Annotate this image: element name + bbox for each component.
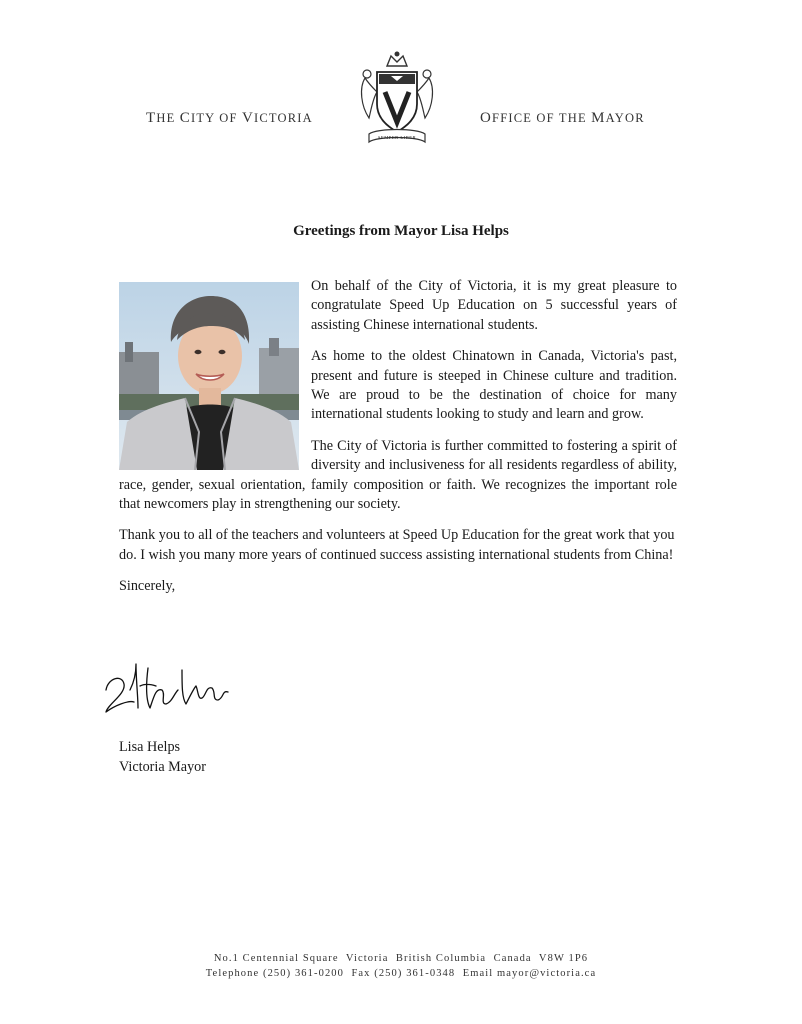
- signer-name: Lisa Helps: [119, 739, 181, 755]
- footer-contact: Telephone (250) 361-0200 Fax (250) 361-0348 Email mayor@victoria.ca: [205, 968, 597, 979]
- city-crest-logo: [351, 48, 443, 150]
- letterhead-city-cap: V: [241, 110, 255, 126]
- paragraph: The City of Victoria is further committed to fostering a spirit of diversity and inclusiveness for all residents regardless of ability, race, gender, sexual orientation, family composition or faith. We recognizes the important role that newcomers play in strengthening our society.: [119, 437, 677, 513]
- letterhead-office-text: FFICE OF THE: [492, 111, 592, 125]
- handwritten-signature: [100, 650, 250, 720]
- signer-title: Victoria Mayor: [119, 758, 207, 775]
- letterhead-office-cap: M: [591, 110, 606, 126]
- closing: Sincerely,: [119, 578, 176, 595]
- letter-body: [119, 277, 677, 609]
- letterhead-city-text: HE: [156, 111, 180, 125]
- paragraph: On behalf of the City of Victoria, it is my great pleasure to congratulate Speed Up Education on 5 successful years of assisting Chinese international students.: [311, 278, 677, 333]
- letterhead-city: [146, 110, 313, 127]
- letterhead-city-cap: C: [179, 110, 191, 126]
- paragraph: As home to the oldest Chinatown in Canada, Victoria's past, present and future is steeped in Chinese culture and tradition. We are proud to be the destination of choice for many international students looking to study and learn and grow.: [311, 348, 677, 423]
- signer-block: [119, 738, 206, 777]
- letterhead-city-text: ICTORIA: [254, 111, 313, 125]
- letterhead-office-cap: O: [480, 110, 493, 126]
- letter-footer: [0, 951, 802, 981]
- letterhead-office: [480, 110, 645, 127]
- letterhead-city-cap: T: [146, 110, 157, 126]
- mayor-portrait-photo: [119, 282, 299, 470]
- letterhead-city-text: ITY OF: [190, 111, 242, 125]
- paragraph: Thank you to all of the teachers and volunteers at Speed Up Education for the great work that you do. I wish you many more years of continued success assisting international students from China!: [119, 527, 675, 563]
- letterhead-office-text: AYOR: [605, 111, 645, 125]
- letter-title: Greetings from Mayor Lisa Helps: [293, 223, 509, 239]
- crest-motto: SEMPER LIBER: [377, 135, 417, 140]
- footer-address: No.1 Centennial Square Victoria British Columbia Canada V8W 1P6: [213, 953, 589, 964]
